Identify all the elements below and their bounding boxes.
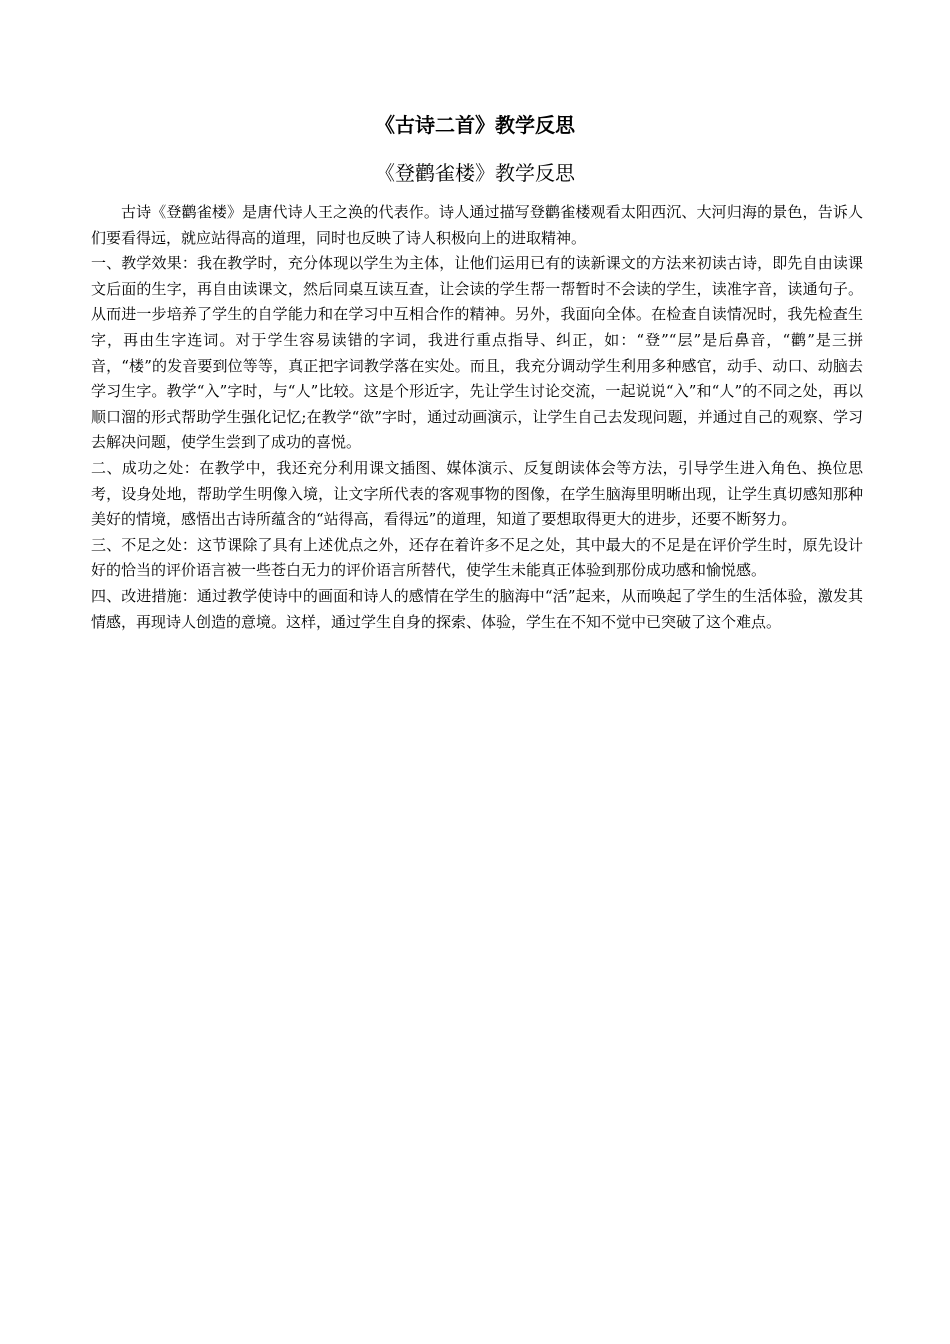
intro-paragraph: 古诗《登鹳雀楼》是唐代诗人王之涣的代表作。诗人通过描写登鹳雀楼观看太阳西沉、大河归海的景色，告诉人们要看得远，就应站得高的道理，同时也反映了诗人积极向上的进取精神。 — [91, 203, 863, 247]
document-title: 《古诗二首》教学反思 — [375, 113, 575, 137]
section-teaching-effect: 一、教学效果：我在教学时，充分体现以学生为主体，让他们运用已有的读新课文的方法来初读古诗，即先自由读课文后面的生字，再自由读课文，然后同桌互读互查，让会读的学生帮一帮暂时不会读的学生，读准字音，读通句子。从而进一步培养了学生的自学能力和在学习中互相合作的精神。另外，我面向全体。在检查自读情况时，我先检查生字，再由生字连词。对于学生容易读错的字词，我进行重点指导、纠正，如：“登”“层”是后鼻音，“鹳”是三拼音，“楼”的发音要到位等等，真正把字词教学落在实处。而且，我充分调动学生利用多种感官，动手、动口、动脑去学习生字。教学“入”字时，与“人”比较。这是个形近字，先让学生讨论交流，一起说说“入”和“人”的不同之处，再以顺口溜的形式帮助学生强化记忆;在教学“欲”字时，通过动画演示，让学生自己去发现问题，并通过自己的观察、学习去解决问题，使学生尝到了成功的喜悦。 — [91, 254, 863, 452]
document-subtitle: 《登鹳雀楼》教学反思 — [375, 161, 575, 185]
section-successes: 二、成功之处：在教学中，我还充分利用课文插图、媒体演示、反复朗读体会等方法，引导学生进入角色、换位思考，设身处地，帮助学生明像入境，让文字所代表的客观事物的图像，在学生脑海里明晰出现，让学生真切感知那种美好的情境，感悟出古诗所蕴含的“站得高，看得远”的道理，知道了要想取得更大的进步，还要不断努力。 — [91, 458, 863, 529]
section-shortcomings: 三、不足之处：这节课除了具有上述优点之外，还存在着许多不足之处，其中最大的不足是在评价学生时，原先设计好的恰当的评价语言被一些苍白无力的评价语言所替代，使学生未能真正体验到那份成功感和愉悦感。 — [91, 535, 863, 580]
section-improvements: 四、改进措施：通过教学使诗中的画面和诗人的感情在学生的脑海中“活”起来，从而唤起了学生的生活体验，激发其情感，再现诗人创造的意境。这样，通过学生自身的探索、体验，学生在不知不觉中已突破了这个难点。 — [91, 586, 863, 631]
document-body — [91, 200, 863, 635]
